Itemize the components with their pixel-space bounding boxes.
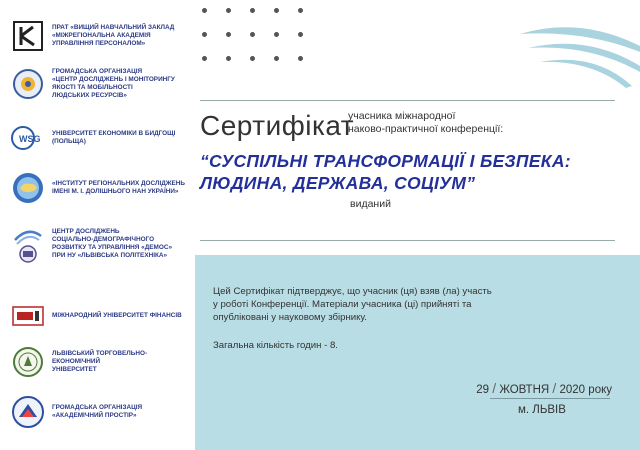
issue-date: 29 / ЖОВТНЯ / 2020 року [476, 380, 612, 396]
wsg-logo-icon [10, 120, 46, 156]
svg-text:WSG: WSG [19, 134, 41, 144]
partner-name: ЛЬВІВСЬКИЙ ТОРГОВЕЛЬНО-ЕКОНОМІЧНИЙ УНІВЕРСИТЕТ [52, 350, 148, 373]
partner-name: ГРОМАДСЬКА ОРГАНІЗАЦІЯ «АКАДЕМІЧНИЙ ПРОСТІР» [52, 404, 143, 419]
lviv-trade-university-logo-icon [10, 344, 46, 380]
partner-name: ЦЕНТР ДОСЛІДЖЕНЬ СОЦІАЛЬНО-ДЕМОГРАФІЧНОГО РОЗВИТКУ ТА УПРАВЛІННЯ «ДЕМОС» ПРИ НУ «ЛЬВІВСЬКА ПОЛІТЕХНІКА» [52, 228, 172, 259]
date-underline [490, 398, 610, 399]
date-day: 29 [476, 384, 490, 396]
partner-item [10, 226, 190, 262]
partner-name: «ІНСТИТУТ РЕГІОНАЛЬНИХ ДОСЛІДЖЕНЬ ІМЕНІ М. І. ДОЛІШНЬОГО НАН УКРАЇНИ» [52, 180, 186, 195]
partner-item [10, 18, 190, 54]
partner-name: МІЖНАРОДНИЙ УНІВЕРСИТЕТ ФІНАНСІВ [52, 312, 182, 319]
ngo-monitoring-logo-icon [10, 66, 46, 102]
date-suffix: року [588, 384, 612, 396]
partner-item [10, 170, 190, 206]
issued-label: виданий [350, 198, 391, 210]
total-hours: Загальна кількість годин - 8. [213, 340, 338, 351]
academy-logo-icon [10, 18, 46, 54]
partner-item [10, 298, 190, 334]
confirmation-text: Цей Сертифікат підтверджує, що учасник (ця) взяв (ла) участь у роботі Конференції. Матеріали учасника (ці) прийняті та опубліковані у науковому збірнику. [213, 286, 492, 323]
issue-city: м. ЛЬВІВ [518, 404, 566, 416]
date-month: ЖОВТНЯ [499, 384, 550, 396]
certificate-subtitle: учасника міжнародної наково-практичної конференції: [348, 110, 504, 135]
partner-item [10, 394, 190, 430]
partner-item [10, 120, 190, 156]
date-year: 2020 [559, 384, 586, 396]
partner-list [0, 0, 192, 450]
bottom-divider [200, 240, 615, 241]
partner-name: ПРАТ «ВИЩИЙ НАВЧАЛЬНИЙ ЗАКЛАД «МІЖРЕГІОНАЛЬНА АКАДЕМІЯ УПРАВЛІННЯ ПЕРСОНАЛОМ» [52, 24, 175, 47]
top-divider [200, 100, 615, 101]
regional-institute-logo-icon [10, 170, 46, 206]
demos-center-logo-icon [10, 226, 46, 262]
partner-name: УНІВЕРСИТЕТ ЕКОНОМІКИ В БИДГОЩІ (ПОЛЬЩА) [52, 130, 176, 145]
conference-title: “СУСПІЛЬНІ ТРАНСФОРМАЦІЇ І БЕЗПЕКА: ЛЮДИНА, ДЕРЖАВА, СОЦІУМ” [200, 151, 571, 193]
swoosh-decoration-icon [510, 22, 640, 92]
finance-university-logo-icon [10, 298, 46, 334]
certificate-title: Сертифікат [200, 110, 355, 141]
partner-name: ГРОМАДСЬКА ОРГАНІЗАЦІЯ «ЦЕНТР ДОСЛІДЖЕНЬ І МОНІТОРИНГУ ЯКОСТІ ТА МОБІЛЬНОСТІ ЛЮДСЬКИХ РЕСУРСІВ» [52, 68, 175, 99]
academic-space-logo-icon [10, 394, 46, 430]
partner-item [10, 344, 190, 380]
partner-item [10, 66, 190, 102]
